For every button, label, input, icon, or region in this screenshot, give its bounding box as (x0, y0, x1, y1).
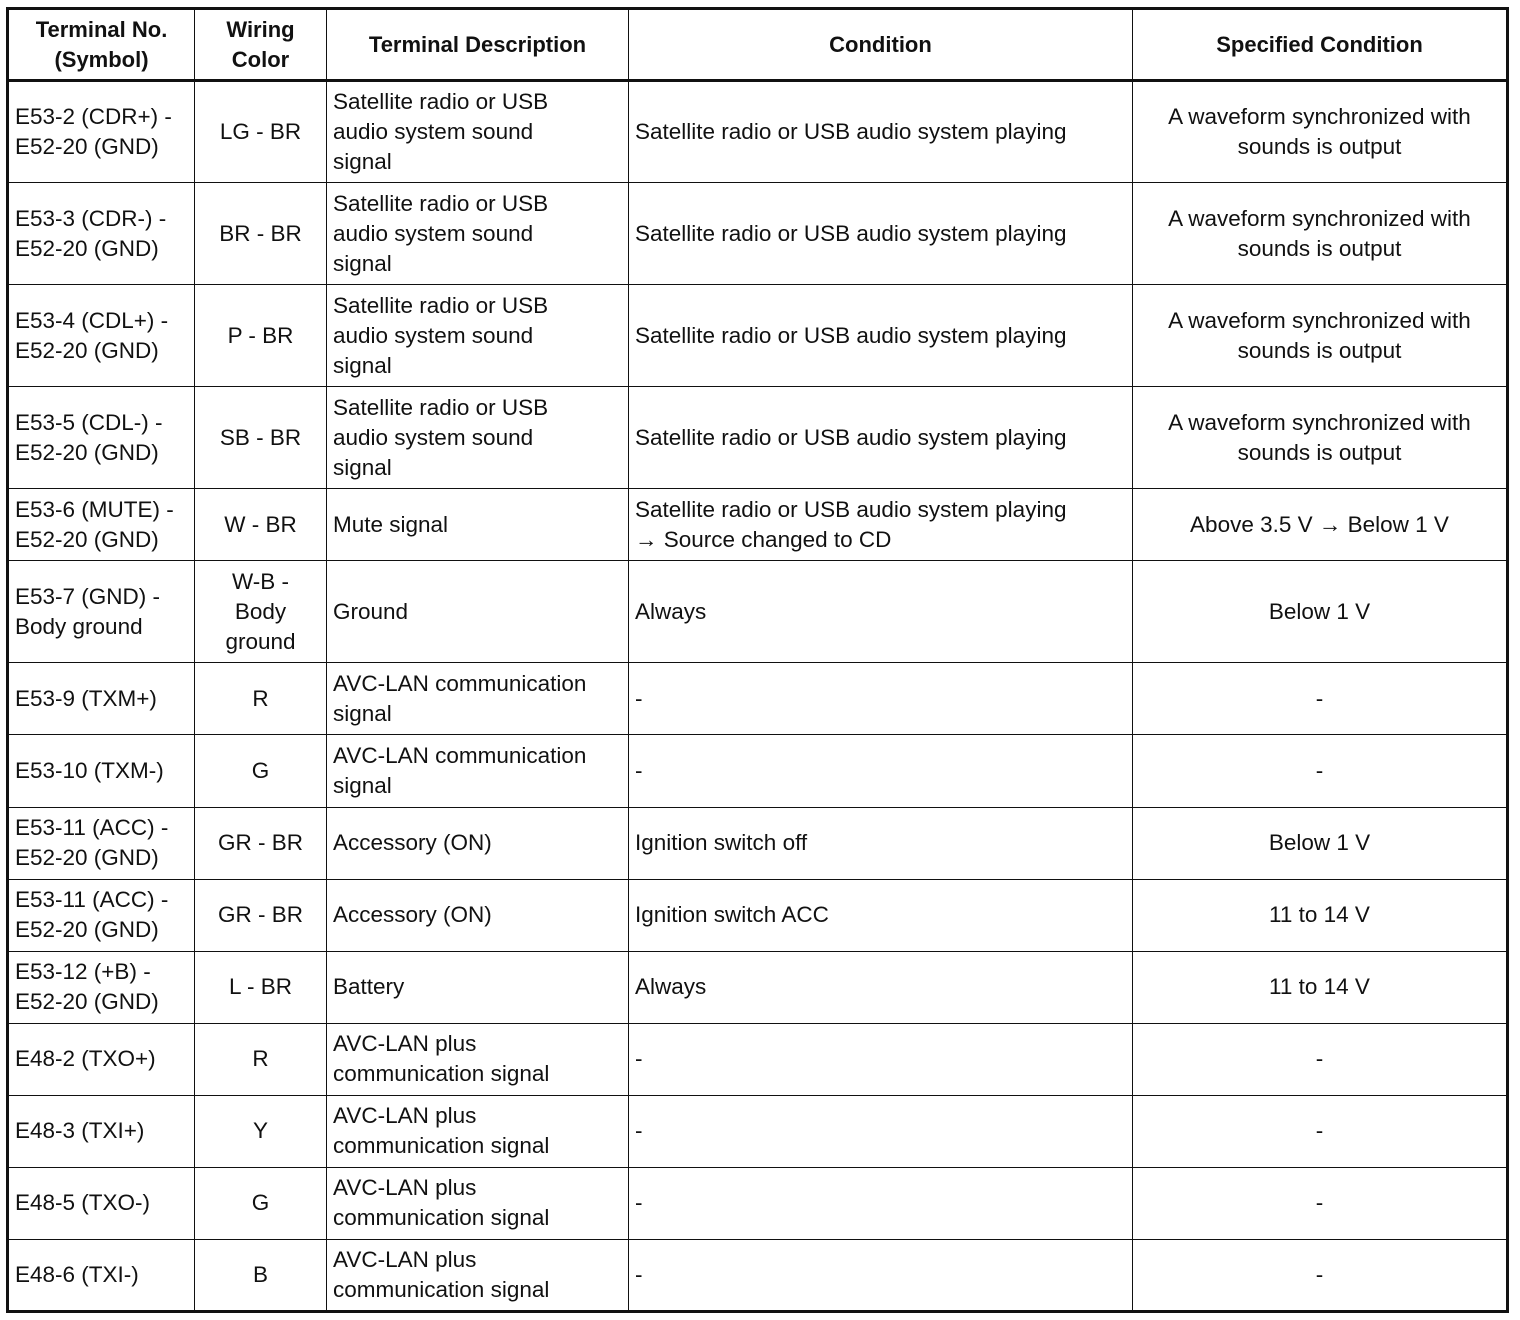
description-cell: AVC-LAN communication signal (327, 663, 629, 735)
table-row (8, 81, 1508, 183)
terminal-spec-table (6, 7, 1509, 1313)
specified-condition-cell: 11 to 14 V (1133, 951, 1508, 1023)
wiring-color-cell: G (195, 1167, 327, 1239)
condition-cell: Ignition switch off (629, 807, 1133, 879)
terminal-cell: E48-6 (TXI-) (8, 1239, 195, 1311)
table-row (8, 807, 1508, 879)
terminal-cell: E53-4 (CDL+) - E52-20 (GND) (8, 285, 195, 387)
condition-cell: - (629, 1023, 1133, 1095)
terminal-cell: E53-5 (CDL-) - E52-20 (GND) (8, 387, 195, 489)
terminal-cell: E53-12 (+B) - E52-20 (GND) (8, 951, 195, 1023)
table-row (8, 1167, 1508, 1239)
specified-condition-cell: - (1133, 1167, 1508, 1239)
wiring-color-cell: BR - BR (195, 183, 327, 285)
description-cell: AVC-LAN plus communication signal (327, 1167, 629, 1239)
table-row (8, 879, 1508, 951)
table-row (8, 183, 1508, 285)
specified-condition-cell: A waveform synchronized with sounds is output (1133, 183, 1508, 285)
table-row (8, 387, 1508, 489)
wiring-color-cell: Y (195, 1095, 327, 1167)
table-row (8, 1023, 1508, 1095)
condition-cell: Satellite radio or USB audio system playing (629, 183, 1133, 285)
header-condition: Condition (629, 9, 1133, 81)
table-row (8, 1239, 1508, 1311)
description-cell: Accessory (ON) (327, 807, 629, 879)
table-row (8, 951, 1508, 1023)
specified-condition-cell: Above 3.5 V → Below 1 V (1133, 489, 1508, 561)
terminal-cell: E53-11 (ACC) - E52-20 (GND) (8, 807, 195, 879)
specified-condition-cell: 11 to 14 V (1133, 879, 1508, 951)
wiring-color-cell: SB - BR (195, 387, 327, 489)
terminal-cell: E48-3 (TXI+) (8, 1095, 195, 1167)
table-row (8, 561, 1508, 663)
wiring-color-cell: R (195, 1023, 327, 1095)
header-terminal-description: Terminal Description (327, 9, 629, 81)
terminal-cell: E53-10 (TXM-) (8, 735, 195, 807)
wiring-color-cell: GR - BR (195, 879, 327, 951)
specified-condition-cell: - (1133, 1095, 1508, 1167)
terminal-cell: E53-9 (TXM+) (8, 663, 195, 735)
description-cell: Satellite radio or USB audio system sound signal (327, 387, 629, 489)
wiring-color-cell: LG - BR (195, 81, 327, 183)
table-row (8, 663, 1508, 735)
terminal-cell: E53-3 (CDR-) - E52-20 (GND) (8, 183, 195, 285)
specified-condition-cell: - (1133, 1239, 1508, 1311)
description-cell: AVC-LAN plus communication signal (327, 1095, 629, 1167)
header-terminal-no: Terminal No. (Symbol) (8, 9, 195, 81)
terminal-cell: E53-7 (GND) - Body ground (8, 561, 195, 663)
description-cell: Accessory (ON) (327, 879, 629, 951)
condition-cell: Satellite radio or USB audio system playing → Source changed to CD (629, 489, 1133, 561)
condition-cell: - (629, 1167, 1133, 1239)
table-row (8, 1095, 1508, 1167)
condition-cell: Always (629, 561, 1133, 663)
wiring-color-cell: G (195, 735, 327, 807)
wiring-color-cell: W - BR (195, 489, 327, 561)
table-header-row (8, 9, 1508, 81)
condition-cell: Satellite radio or USB audio system playing (629, 285, 1133, 387)
description-cell: AVC-LAN plus communication signal (327, 1239, 629, 1311)
condition-cell: Always (629, 951, 1133, 1023)
header-wiring-color: Wiring Color (195, 9, 327, 81)
table-row (8, 489, 1508, 561)
description-cell: Mute signal (327, 489, 629, 561)
condition-cell: - (629, 1095, 1133, 1167)
header-specified-condition: Specified Condition (1133, 9, 1508, 81)
specified-condition-cell: A waveform synchronized with sounds is output (1133, 285, 1508, 387)
terminal-cell: E53-11 (ACC) - E52-20 (GND) (8, 879, 195, 951)
description-cell: Ground (327, 561, 629, 663)
wiring-color-cell: B (195, 1239, 327, 1311)
specified-condition-cell: A waveform synchronized with sounds is output (1133, 81, 1508, 183)
terminal-cell: E53-2 (CDR+) - E52-20 (GND) (8, 81, 195, 183)
wiring-color-cell: R (195, 663, 327, 735)
condition-cell: - (629, 735, 1133, 807)
specified-condition-cell: A waveform synchronized with sounds is output (1133, 387, 1508, 489)
condition-cell: Satellite radio or USB audio system playing (629, 81, 1133, 183)
condition-cell: Satellite radio or USB audio system playing (629, 387, 1133, 489)
wiring-color-cell: W-B - Body ground (195, 561, 327, 663)
description-cell: AVC-LAN communication signal (327, 735, 629, 807)
condition-cell: Ignition switch ACC (629, 879, 1133, 951)
specified-condition-cell: Below 1 V (1133, 561, 1508, 663)
description-cell: Satellite radio or USB audio system sound signal (327, 183, 629, 285)
terminal-cell: E48-2 (TXO+) (8, 1023, 195, 1095)
specified-condition-cell: - (1133, 663, 1508, 735)
description-cell: Battery (327, 951, 629, 1023)
wiring-color-cell: GR - BR (195, 807, 327, 879)
terminal-spec-table-container (6, 7, 1506, 1313)
terminal-cell: E48-5 (TXO-) (8, 1167, 195, 1239)
terminal-cell: E53-6 (MUTE) - E52-20 (GND) (8, 489, 195, 561)
table-row (8, 735, 1508, 807)
condition-cell: - (629, 1239, 1133, 1311)
specified-condition-cell: Below 1 V (1133, 807, 1508, 879)
specified-condition-cell: - (1133, 1023, 1508, 1095)
specified-condition-cell: - (1133, 735, 1508, 807)
wiring-color-cell: P - BR (195, 285, 327, 387)
wiring-color-cell: L - BR (195, 951, 327, 1023)
condition-cell: - (629, 663, 1133, 735)
description-cell: Satellite radio or USB audio system sound signal (327, 81, 629, 183)
table-row (8, 285, 1508, 387)
description-cell: Satellite radio or USB audio system sound signal (327, 285, 629, 387)
description-cell: AVC-LAN plus communication signal (327, 1023, 629, 1095)
